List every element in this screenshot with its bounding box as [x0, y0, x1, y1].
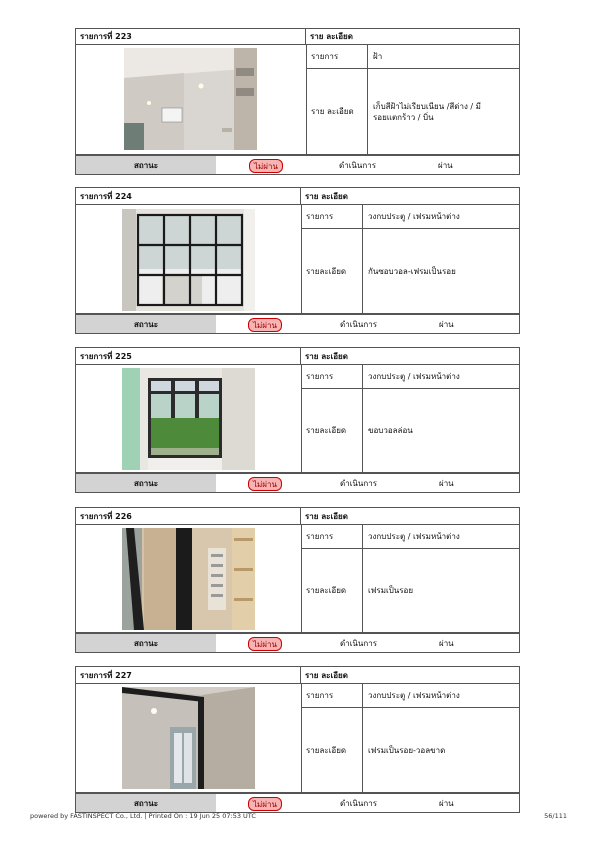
item-photo-window	[122, 368, 255, 470]
item-photo-door-frame	[122, 528, 255, 630]
status-row	[75, 314, 520, 334]
status-row	[75, 155, 520, 175]
detail-header: ราย ละเอียด	[301, 667, 519, 684]
item-photo-frame-corner	[122, 687, 255, 789]
item-header: รายการที่ 224	[76, 188, 301, 205]
detail-label: รายละเอียด	[301, 549, 363, 632]
detail-label: ราย ละเอียด	[306, 69, 368, 154]
item-grid	[75, 507, 520, 633]
detail-value: เก็บสีฝ้าไม่เรียบเนียน /สีด่าง / มีรอยแตกร้าว / บิ่น	[373, 101, 481, 122]
item-header: รายการที่ 226	[76, 508, 301, 525]
status-label: สถานะ	[76, 156, 216, 174]
item-grid	[75, 28, 520, 155]
item-value: วงกบประตู / เฟรมหน้าต่าง	[363, 525, 519, 549]
status-row	[75, 473, 520, 493]
footer-page-number: 56/111	[544, 812, 567, 820]
item-label: รายการ	[301, 525, 363, 549]
item-grid	[75, 666, 520, 793]
item-photo-ceiling	[124, 48, 257, 150]
item-value: ฝ้า	[368, 45, 519, 69]
in-progress-option[interactable]: ดำเนินการ	[339, 160, 376, 170]
fail-option-selected[interactable]: ไม่ผ่าน	[248, 477, 282, 491]
item-label: รายการ	[306, 45, 368, 69]
status-label: สถานะ	[76, 794, 216, 812]
pass-option[interactable]: ผ่าน	[438, 160, 453, 170]
item-header: รายการที่ 225	[76, 348, 301, 365]
detail-label: รายละเอียด	[301, 708, 363, 792]
detail-header: ราย ละเอียด	[301, 188, 519, 205]
detail-label: รายละเอียด	[301, 389, 363, 472]
status-label: สถานะ	[76, 315, 216, 333]
status-label: สถานะ	[76, 634, 216, 652]
item-grid	[75, 347, 520, 473]
status-row	[75, 793, 520, 813]
pass-option[interactable]: ผ่าน	[439, 638, 454, 648]
pass-option[interactable]: ผ่าน	[439, 798, 454, 808]
status-row	[75, 633, 520, 653]
detail-value: ขอบวอลล่อน	[368, 426, 413, 435]
pass-option[interactable]: ผ่าน	[439, 319, 454, 329]
detail-value: เฟรมเป็นรอย	[368, 586, 414, 595]
in-progress-option[interactable]: ดำเนินการ	[340, 319, 377, 329]
item-grid	[75, 187, 520, 314]
item-value: วงกบประตู / เฟรมหน้าต่าง	[363, 365, 519, 389]
detail-header: ราย ละเอียด	[301, 508, 519, 525]
detail-value: กันซอบวอล-เฟรมเป็นรอย	[368, 266, 456, 276]
item-value: วงกบประตู / เฟรมหน้าต่าง	[363, 684, 519, 708]
item-label: รายการ	[301, 205, 363, 229]
item-header: รายการที่ 227	[76, 667, 301, 684]
fail-option-selected[interactable]: ไม่ผ่าน	[248, 637, 282, 651]
item-photo-window-frame	[122, 209, 255, 311]
in-progress-option[interactable]: ดำเนินการ	[340, 798, 377, 808]
detail-label: รายละเอียด	[301, 229, 363, 313]
detail-header: ราย ละเอียด	[301, 348, 519, 365]
detail-header: ราย ละเอียด	[306, 29, 519, 45]
fail-option-selected[interactable]: ไม่ผ่าน	[248, 797, 282, 811]
footer-printed-info: powered by FASTINSPECT Co., Ltd. | Printed On : 19 Jun 25 07:53 UTC	[30, 812, 256, 820]
fail-option-selected[interactable]: ไม่ผ่าน	[248, 318, 282, 332]
status-label: สถานะ	[76, 474, 216, 492]
detail-value: เฟรมเป็นรอย-วอลขาด	[368, 745, 446, 755]
pass-option[interactable]: ผ่าน	[439, 478, 454, 488]
in-progress-option[interactable]: ดำเนินการ	[340, 478, 377, 488]
in-progress-option[interactable]: ดำเนินการ	[340, 638, 377, 648]
fail-option-selected[interactable]: ไม่ผ่าน	[249, 159, 283, 173]
item-label: รายการ	[301, 684, 363, 708]
item-value: วงกบประตู / เฟรมหน้าต่าง	[363, 205, 519, 229]
item-label: รายการ	[301, 365, 363, 389]
item-header: รายการที่ 223	[76, 29, 306, 45]
